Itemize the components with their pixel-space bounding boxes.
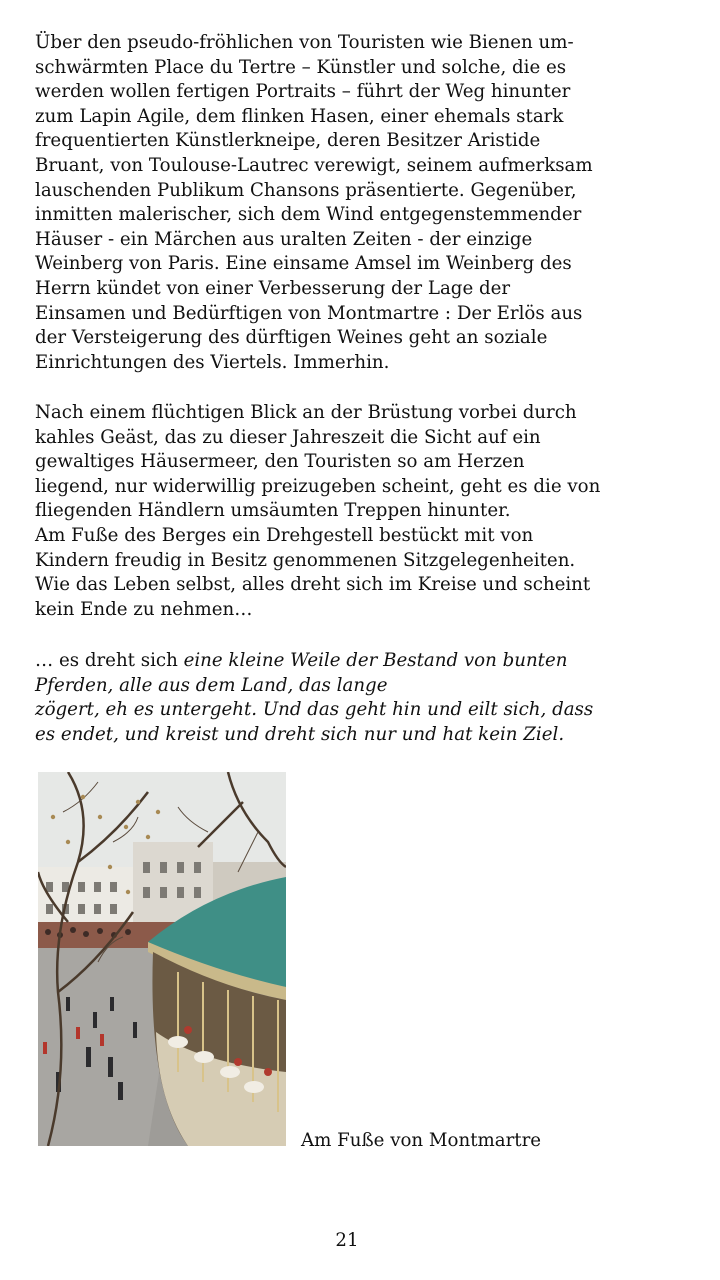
text-line: Bruant, von Toulouse-Lautrec verewigt, seinem aufmerksam	[35, 154, 593, 176]
text-line: Häuser - ein Märchen aus uralten Zeiten - der einzige	[35, 228, 533, 250]
text-line: lauschenden Publikum Chansons präsentierte. Gegenüber,	[35, 179, 577, 201]
text-line: gewaltiges Häusermeer, den Touristen so am Herzen	[35, 451, 525, 473]
text-line	[35, 649, 675, 674]
text-line: Wie das Leben selbst, alles dreht sich im Kreise und scheint	[35, 574, 591, 596]
text-line: liegend, nur widerwillig preizugeben scheint, geht es die von	[35, 475, 601, 497]
text-line: inmitten malerischer, sich dem Wind entgegenstemmender	[35, 204, 582, 226]
text-line: Pferden, alle aus dem Land, das lange	[35, 674, 388, 696]
paragraph-3-poem-quote	[35, 649, 675, 747]
text-line: Kindern freudig in Besitz genommenen Sitzgelegenheiten.	[35, 549, 576, 571]
text-line: Über den pseudo-fröhlichen von Touristen wie Bienen um-	[35, 32, 574, 53]
text-line: zum Lapin Agile, dem flinken Hasen, einer ehemals stark	[35, 105, 564, 127]
text-line: Herrn kündet von einer Verbesserung der Lage der	[35, 277, 511, 299]
text-line: Einrichtungen des Viertels. Immerhin.	[35, 351, 390, 373]
text-line: Am Fuße des Berges ein Drehgestell bestückt mit von	[35, 524, 534, 546]
carousel-photo	[38, 772, 286, 1146]
page-number: 21	[335, 1230, 359, 1251]
text-line: kein Ende zu nehmen…	[35, 598, 253, 620]
text-line: schwärmten Place du Tertre – Künstler und solche, die es	[35, 56, 567, 78]
text-line: fliegenden Händlern umsäumten Treppen hinunter.	[35, 500, 511, 522]
text-line: Weinberg von Paris. Eine einsame Amsel im Weinberg des	[35, 253, 572, 275]
text-line: Einsamen und Bedürftigen von Montmartre : Der Erlös aus	[35, 302, 583, 324]
text-line: werden wollen fertigen Portraits – führt der Weg hinunter	[35, 81, 571, 103]
text-line: zögert, eh es untergeht. Und das geht hin und eilt sich, dass	[35, 699, 594, 721]
quote-italic: eine kleine Weile der Bestand von bunten	[183, 650, 568, 671]
paragraph-1	[35, 31, 675, 375]
text-line: kahles Geäst, das zu dieser Jahreszeit die Sicht auf ein	[35, 426, 541, 448]
text-line: Nach einem flüchtigen Blick an der Brüstung vorbei durch	[35, 402, 577, 423]
text-line: frequentierten Künstlerkneipe, deren Besitzer Aristide	[35, 130, 541, 152]
quote-lead: … es dreht sich	[35, 650, 184, 671]
text-line: es endet, und kreist und dreht sich nur und hat kein Ziel.	[35, 723, 565, 745]
photo-caption: Am Fuße von Montmartre	[301, 1130, 542, 1151]
photo-illustration	[38, 772, 286, 1146]
text-line: der Versteigerung des dürftigen Weines geht an soziale	[35, 327, 548, 349]
paragraph-2	[35, 401, 675, 622]
